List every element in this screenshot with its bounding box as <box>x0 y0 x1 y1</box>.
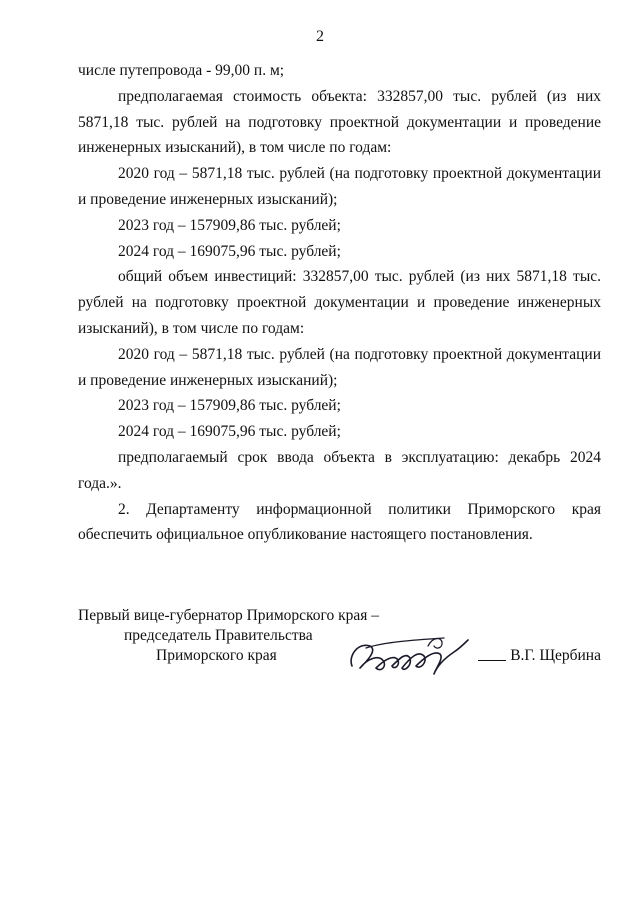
signature-line <box>478 660 506 661</box>
signature-block <box>78 606 601 686</box>
paragraph: 2023 год – 157909,86 тыс. рублей; <box>118 216 341 234</box>
paragraph: 2024 год – 169075,96 тыс. рублей; <box>118 423 341 441</box>
paragraph: 2023 год – 157909,86 тыс. рублей; <box>118 397 341 415</box>
signatory-position-line: Приморского края <box>156 647 277 664</box>
page-number: 2 <box>316 28 324 45</box>
paragraph: числе путепровода - 99,00 п. м; <box>78 62 285 79</box>
paragraph: общий объем инвестиций: 332857,00 тыс. рублей (из них 5871,18 тыс. рублей на подготовку проектной документации и проведение инженерных изысканий), в том числе по годам: <box>78 268 601 337</box>
document-body <box>78 58 601 548</box>
paragraph: 2. Департаменту информационной политики Приморского края обеспечить официальное опубликование настоящего постановления. <box>78 500 601 544</box>
signatory-position-line: Первый вице-губернатор Приморского края – <box>78 607 380 624</box>
handwritten-signature <box>344 628 474 682</box>
paragraph: предполагаемый срок ввода объекта в эксплуатацию: декабрь 2024 года.». <box>78 448 601 492</box>
signatory-name: В.Г. Щербина <box>510 647 601 664</box>
paragraph: 2020 год – 5871,18 тыс. рублей (на подготовку проектной документации и проведение инженерных изысканий); <box>78 345 601 389</box>
paragraph: предполагаемая стоимость объекта: 332857,00 тыс. рублей (из них 5871,18 тыс. рублей на подготовку проектной документации и проведение инженерных изысканий), в том числе по годам: <box>78 87 601 157</box>
paragraph: 2024 год – 169075,96 тыс. рублей; <box>118 242 341 260</box>
paragraph: 2020 год – 5871,18 тыс. рублей (на подготовку проектной документации и проведение инженерных изысканий); <box>78 165 601 208</box>
signatory-position-line: председатель Правительства <box>124 627 313 644</box>
